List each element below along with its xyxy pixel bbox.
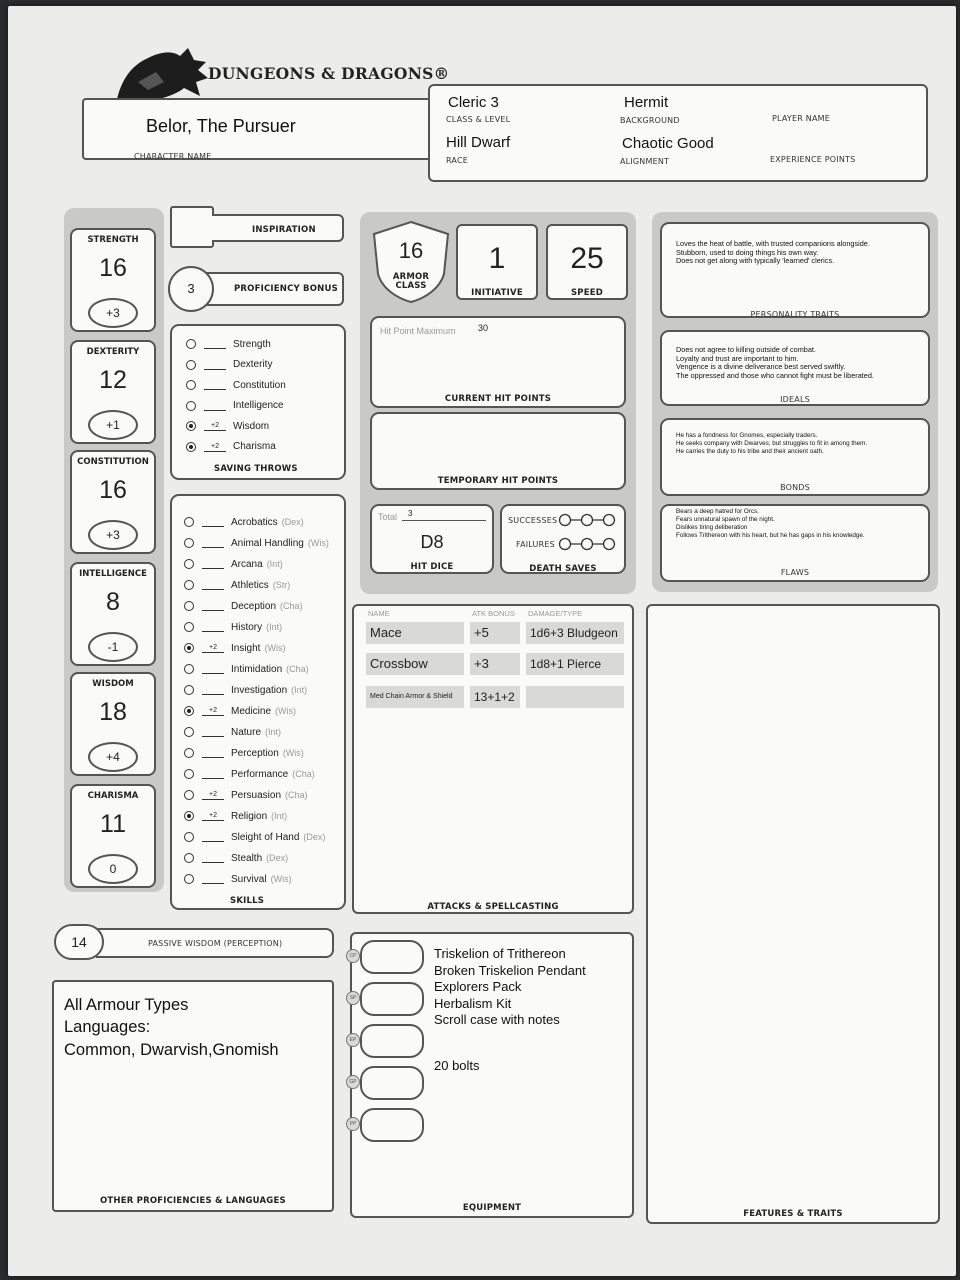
attacks-panel: [352, 604, 634, 914]
modifier-value[interactable]: [204, 380, 226, 390]
inspiration-label: INSPIRATION: [252, 225, 316, 235]
saving-throw-row: [186, 375, 286, 395]
coin-pp-field[interactable]: [360, 1108, 424, 1142]
row-label: Deception: [231, 600, 277, 612]
modifier-value[interactable]: [202, 538, 224, 548]
saving-throw-row: [186, 334, 271, 354]
hit-dice-value: D8: [420, 532, 444, 552]
ability-abbr: (Cha): [285, 790, 308, 800]
attack-name: Crossbow: [366, 653, 464, 675]
ability-abbr: (Cha): [292, 769, 315, 779]
armor-class-label-2: CLASS: [395, 281, 427, 291]
attacks-label: ATTACKS & SPELLCASTING: [427, 902, 559, 912]
row-label: Acrobatics: [231, 516, 278, 528]
background-label: BACKGROUND: [620, 116, 680, 125]
hp-max-label: Hit Point Maximum: [380, 326, 456, 336]
coin-label: EP: [346, 1033, 360, 1047]
character-name-label: CHARACTER NAME: [134, 152, 212, 161]
character-name: Belor, The Pursuer: [146, 116, 296, 136]
ability-modifier: -1: [88, 632, 138, 662]
skill-row: [184, 638, 285, 658]
proficiency-bubble[interactable]: [186, 421, 196, 431]
modifier-value[interactable]: [202, 622, 224, 632]
modifier-value[interactable]: [202, 832, 224, 842]
character-info-box: [428, 84, 928, 182]
features-label: FEATURES & TRAITS: [743, 1209, 843, 1219]
ability-score: 12: [99, 366, 127, 394]
death-saves-failures-label: FAILURES: [516, 540, 555, 549]
proficiency-bubble[interactable]: [184, 622, 194, 632]
proficiency-bubble[interactable]: [184, 580, 194, 590]
row-label: Insight: [231, 642, 261, 654]
proficiency-bubble[interactable]: [186, 401, 196, 411]
coin-ep-field[interactable]: [360, 1024, 424, 1058]
other-proficiencies-line: Languages:: [64, 1018, 151, 1036]
race-value: Hill Dwarf: [446, 134, 511, 151]
flaws-text: Bears a deep hatred for Orcs. Fears unnatural spawn of the night. Dislikes tiring deliberation Follows Trithereon with his heart, but he has gaps in his knowledge.: [676, 508, 865, 539]
modifier-value[interactable]: +2: [202, 643, 224, 653]
modifier-value[interactable]: [202, 559, 224, 569]
ability-abbr: (Wis): [275, 706, 297, 716]
modifier-value[interactable]: [202, 685, 224, 695]
skill-row: [184, 743, 304, 763]
ability-abbr: (Wis): [270, 874, 292, 884]
temp-hp-label: TEMPORARY HIT POINTS: [437, 476, 559, 486]
skill-row: [184, 617, 282, 637]
ability-modifier: +3: [88, 520, 138, 550]
skill-row: [184, 701, 296, 721]
logo-text: DUNGEONS & DRAGONS®: [208, 64, 450, 83]
row-label: Intelligence: [233, 400, 284, 411]
proficiency-bubble[interactable]: [184, 601, 194, 611]
background-value: Hermit: [624, 94, 669, 111]
skill-row: [184, 659, 309, 679]
attack-bonus: 13+1+2: [470, 686, 520, 708]
armor-class-label-1: ARMOR: [392, 272, 430, 282]
attacks-col-damage: DAMAGE/TYPE: [528, 609, 583, 618]
passive-wisdom-value: 14: [54, 924, 104, 960]
skill-row: [184, 512, 304, 532]
modifier-value[interactable]: [204, 339, 226, 349]
skills-label: SKILLS: [230, 896, 265, 906]
attacks-col-bonus: ATK BONUS: [472, 609, 515, 618]
proficiency-bubble[interactable]: [184, 748, 194, 758]
bonds-text: He has a fondness for Gnomes, especially traders. He seeks company with Dwarves; but struggles to fit in among them. He carries the duty to his tribe and their ancient oath.: [676, 432, 868, 455]
modifier-value[interactable]: [202, 580, 224, 590]
row-label: Constitution: [233, 379, 286, 391]
ability-modifier: +4: [88, 742, 138, 772]
proficiency-bubble[interactable]: [184, 832, 194, 842]
row-label: Wisdom: [233, 420, 270, 432]
initiative-label: INITIATIVE: [471, 288, 523, 298]
skill-row: [184, 848, 288, 868]
attack-name: Mace: [366, 622, 464, 644]
row-label: Arcana: [231, 558, 263, 570]
modifier-value[interactable]: [202, 748, 224, 758]
skill-row: [184, 722, 281, 742]
ability-abbr: (Str): [272, 580, 291, 590]
equipment-label: EQUIPMENT: [462, 1203, 522, 1213]
row-label: Dexterity: [233, 359, 273, 370]
ability-abbr: (Wis): [282, 748, 304, 758]
hit-dice-total-value: 3: [408, 509, 413, 518]
row-label: Persuasion: [231, 789, 282, 801]
coin-label: PP: [346, 1117, 360, 1131]
equipment-item: 20 bolts: [434, 1058, 480, 1073]
proficiency-bubble[interactable]: [184, 664, 194, 674]
modifier-value[interactable]: [202, 517, 224, 527]
ability-score: 16: [99, 476, 127, 504]
ability-abbr: (Int): [265, 727, 282, 737]
coin-sp-field[interactable]: [360, 982, 424, 1016]
skill-row: [184, 575, 290, 595]
ability-score: 8: [106, 588, 120, 616]
ability-wisdom: WISDOM 18 +4: [70, 672, 156, 776]
proficiency-bubble[interactable]: [184, 559, 194, 569]
saving-throw-row: [186, 396, 284, 416]
row-label: Medicine: [231, 705, 272, 717]
other-proficiencies-line: All Armour Types: [64, 996, 189, 1014]
hp-max-value: 30: [478, 323, 489, 333]
speed-value: 25: [570, 242, 604, 275]
ability-score: 11: [100, 810, 126, 838]
attack-name: Med Chain Armor & Shield: [366, 686, 464, 708]
ability-abbr: (Int): [266, 622, 283, 632]
proficiency-bubble[interactable]: [184, 538, 194, 548]
alignment-value: Chaotic Good: [622, 135, 714, 152]
equipment-item: Herbalism Kit: [434, 996, 512, 1011]
attack-damage: [526, 686, 624, 708]
proficiency-bubble[interactable]: [184, 685, 194, 695]
row-label: History: [231, 621, 263, 633]
ability-score: 16: [99, 254, 127, 282]
attack-damage: 1d8+1 Pierce: [526, 653, 624, 675]
passive-wisdom-label: PASSIVE WISDOM (PERCEPTION): [148, 939, 283, 948]
modifier-value[interactable]: [204, 401, 226, 411]
ability-abbr: (Int): [271, 811, 288, 821]
modifier-value[interactable]: +2: [204, 442, 226, 452]
row-label: Charisma: [233, 441, 276, 452]
modifier-value[interactable]: +2: [204, 421, 226, 431]
row-label: Intimidation: [231, 663, 283, 675]
row-label: Survival: [231, 873, 267, 885]
coin-gp-field[interactable]: [360, 1066, 424, 1100]
skill-row: [184, 596, 303, 616]
player-name-label: PLAYER NAME: [772, 114, 830, 123]
death-saves-successes-label: SUCCESSES: [508, 516, 558, 525]
personality-text: Loves the heat of battle, with trusted companions alongside. Stubborn, used to doing things his own way. Does not get along with typically 'learned' clerics.: [676, 239, 870, 266]
ability-constitution: CONSTITUTION 16 +3: [70, 450, 156, 554]
other-proficiencies-line: Common, Dwarvish,Gnomish: [64, 1041, 279, 1059]
row-label: Religion: [231, 810, 268, 822]
skill-row: [184, 869, 292, 889]
attack-bonus: +5: [470, 622, 520, 644]
saving-throw-row: [186, 355, 272, 375]
modifier-value[interactable]: +2: [202, 790, 224, 800]
row-label: Performance: [231, 768, 289, 780]
armor-class-value: 16: [398, 238, 424, 263]
coin-cp-field[interactable]: [360, 940, 424, 974]
ideals-text: Does not agree to killing outside of combat. Loyalty and trust are important to him. Vengence is a divine deliverance best served swiftly. The oppressed and those who cannot fight must be liberated.: [676, 345, 874, 380]
equipment-item: Scroll case with notes: [434, 1012, 560, 1027]
personality-box: [660, 222, 930, 318]
modifier-value[interactable]: [202, 601, 224, 611]
proficiency-bubble[interactable]: [186, 380, 196, 390]
proficiency-bubble[interactable]: [184, 790, 194, 800]
hit-dice-total-label: Total: [378, 512, 398, 522]
other-proficiencies-label: OTHER PROFICIENCIES & LANGUAGES: [100, 1196, 286, 1206]
ability-strength: STRENGTH 16 +3: [70, 228, 156, 332]
features-panel[interactable]: [646, 604, 940, 1224]
speed-label: SPEED: [570, 288, 604, 298]
attack-damage: 1d6+3 Bludgeon: [526, 622, 624, 644]
equipment-item: Triskelion of Trithereon: [434, 946, 566, 961]
proficiency-bubble[interactable]: [184, 811, 194, 821]
modifier-value[interactable]: [202, 727, 224, 737]
ability-abbr: (Cha): [280, 601, 303, 611]
proficiency-bubble[interactable]: [186, 360, 196, 370]
skill-row: [184, 533, 329, 553]
proficiency-bubble[interactable]: [184, 769, 194, 779]
ability-modifier: +3: [88, 298, 138, 328]
modifier-value[interactable]: [204, 360, 226, 370]
row-label: Nature: [231, 726, 262, 738]
coin-label: SP: [346, 991, 360, 1005]
coin-label: CP: [346, 949, 360, 963]
personality-label: PERSONALITY TRAITS: [750, 310, 840, 319]
race-label: RACE: [446, 156, 469, 165]
skill-row: [184, 764, 315, 784]
skill-row: [184, 554, 283, 574]
inspiration-checkbox[interactable]: [170, 206, 214, 248]
attacks-col-name: NAME: [368, 609, 390, 618]
bonds-label: BONDS: [780, 483, 810, 492]
ability-abbr: (Dex): [281, 517, 304, 527]
flaws-label: FLAWS: [780, 568, 810, 577]
proficiency-bubble[interactable]: [184, 853, 194, 863]
equipment-item: Broken Triskelion Pendant: [434, 963, 586, 978]
ability-modifier: +1: [88, 410, 138, 440]
saving-throw-row: [186, 416, 269, 436]
proficiency-bubble[interactable]: [186, 442, 196, 452]
proficiency-bubble[interactable]: [184, 643, 194, 653]
ability-charisma: CHARISMA 11 0: [70, 784, 156, 888]
skill-row: [184, 806, 287, 826]
ability-intelligence: INTELLIGENCE 8 -1: [70, 562, 156, 666]
proficiency-bubble[interactable]: [184, 874, 194, 884]
experience-label: EXPERIENCE POINTS: [770, 155, 856, 164]
skill-row: [184, 827, 325, 847]
ideals-label: IDEALS: [780, 395, 810, 404]
row-label: Strength: [233, 338, 271, 350]
hit-dice-label: HIT DICE: [410, 562, 454, 572]
row-label: Investigation: [231, 684, 288, 696]
ability-abbr: (Int): [266, 559, 283, 569]
proficiency-bonus-value: 3: [168, 266, 214, 312]
modifier-value[interactable]: [202, 664, 224, 674]
row-label: Sleight of Hand: [231, 831, 300, 843]
ability-abbr: (Wis): [264, 643, 286, 653]
modifier-value[interactable]: [202, 874, 224, 884]
row-label: Athletics: [231, 579, 269, 591]
character-sheet: [8, 6, 956, 1276]
row-label: Animal Handling: [231, 537, 304, 549]
modifier-value[interactable]: [202, 853, 224, 863]
saving-throw-row: [186, 437, 276, 457]
ability-score: 18: [99, 698, 127, 726]
proficiency-bubble[interactable]: [186, 339, 196, 349]
class-level: Cleric 3: [448, 94, 499, 111]
modifier-value[interactable]: +2: [202, 706, 224, 716]
saving-throws-label: SAVING THROWS: [214, 464, 298, 474]
modifier-value[interactable]: [202, 769, 224, 779]
current-hp-label: CURRENT HIT POINTS: [444, 394, 552, 404]
ability-abbr: (Dex): [266, 853, 289, 863]
skill-row: [184, 680, 307, 700]
row-label: Perception: [231, 747, 279, 759]
alignment-label: ALIGNMENT: [620, 157, 670, 166]
equipment-item: Explorers Pack: [434, 979, 522, 994]
ability-modifier: 0: [88, 854, 138, 884]
success-bubbles-icon[interactable]: [558, 513, 616, 527]
death-saves-label: DEATH SAVES: [529, 564, 597, 574]
coin-label: GP: [346, 1075, 360, 1089]
failure-bubbles-icon[interactable]: [558, 537, 616, 551]
ability-dexterity: DEXTERITY 12 +1: [70, 340, 156, 444]
row-label: Stealth: [231, 852, 263, 864]
ability-abbr: (Dex): [303, 832, 326, 842]
skill-row: [184, 785, 308, 805]
proficiency-label: PROFICIENCY BONUS: [234, 284, 338, 294]
initiative-value: 1: [488, 242, 506, 275]
attack-bonus: +3: [470, 653, 520, 675]
proficiency-bubble[interactable]: [184, 706, 194, 716]
ability-abbr: (Int): [291, 685, 308, 695]
ability-abbr: (Wis): [307, 538, 329, 548]
modifier-value[interactable]: +2: [202, 811, 224, 821]
ability-abbr: (Cha): [286, 664, 309, 674]
proficiency-bubble[interactable]: [184, 727, 194, 737]
proficiency-bubble[interactable]: [184, 517, 194, 527]
class-level-label: CLASS & LEVEL: [446, 115, 511, 124]
